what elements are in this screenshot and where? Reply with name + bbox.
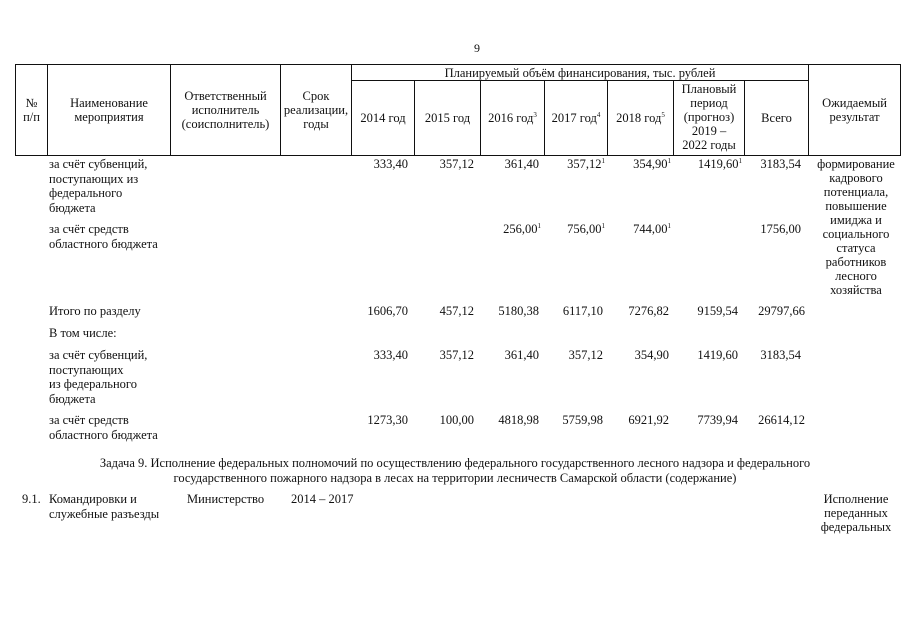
item-9-1-name: Командировки и служебные разъезды xyxy=(49,492,160,521)
row-6-2015: 100,00 xyxy=(439,413,474,427)
row-5-2015: 357,12 xyxy=(439,348,474,362)
row-6-2016: 4818,98 xyxy=(498,413,539,427)
item-9-1-responsible: Министерство xyxy=(187,492,265,506)
row-5-plan: 1419,60 xyxy=(697,348,738,362)
page-number: 9 xyxy=(474,41,480,55)
row-5-total: 3183,54 xyxy=(760,348,801,362)
header-2016: 2016 год$^3$ xyxy=(488,110,537,125)
item-9-1-term: 2014 – 2017 xyxy=(291,492,354,506)
row-3-plan: 9159,54 xyxy=(697,304,738,318)
row-1-2017: 357,12$^1$ xyxy=(567,156,605,171)
row-1-plan: 1419,60$^1$ xyxy=(697,156,742,171)
row-2-2017: 756,00$^1$ xyxy=(567,221,605,236)
header-plan-period: Плановый период (прогноз) 2019 – 2022 годы xyxy=(681,82,737,152)
row-1-total: 3183,54 xyxy=(760,157,801,171)
row-5-2017: 357,12 xyxy=(568,348,603,362)
header-2014: 2014 год xyxy=(360,111,406,125)
row-3-2015: 457,12 xyxy=(439,304,474,318)
header-term: Срок реализации, годы xyxy=(283,89,349,131)
row-4-name: В том числе: xyxy=(49,326,117,340)
header-result: Ожидаемый результат xyxy=(822,96,887,124)
row-2-2016: 256,00$^1$ xyxy=(503,221,541,236)
item-9-1-no: 9.1. xyxy=(22,492,41,506)
row-5-name: за счёт субвенций, поступающих из федерального бюджета xyxy=(49,348,148,406)
row-1-2018: 354,90$^1$ xyxy=(633,156,671,171)
row-3-total: 29797,66 xyxy=(758,304,805,318)
header-total: Всего xyxy=(761,111,792,125)
row-6-plan: 7739,94 xyxy=(697,413,738,427)
header-responsible: Ответственный исполнитель (соисполнитель) xyxy=(181,89,270,131)
task-title: Задача 9. Исполнение федеральных полномочий по осуществлению федерального государственного лесного надзора и федерального государственного пожарного надзора в лесах на территории лесничеств Самарской области (содержание) xyxy=(99,456,811,485)
header-2018: 2018 год$^5$ xyxy=(616,110,665,125)
row-3-name: Итого по разделу xyxy=(49,304,141,318)
row-6-2017: 5759,98 xyxy=(562,413,603,427)
header-2015: 2015 год xyxy=(424,111,471,125)
row-3-2014: 1606,70 xyxy=(367,304,408,318)
item-9-1-result: Исполнение переданных федеральных xyxy=(820,492,892,534)
header-name: Наименование мероприятия xyxy=(70,96,148,124)
row-2-2018: 744,00$^1$ xyxy=(633,221,671,236)
header-funding: Планируемый объём финансирования, тыс. рублей xyxy=(444,66,716,80)
row-3-2017: 6117,10 xyxy=(562,304,603,318)
row-1-2016: 361,40 xyxy=(504,157,539,171)
expected-result: формирование кадрового потенциала, повышение имиджа и социального статуса работников лесного хозяйства xyxy=(817,157,895,297)
row-5-2014: 333,40 xyxy=(373,348,408,362)
row-5-2018: 354,90 xyxy=(634,348,669,362)
row-6-2018: 6921,92 xyxy=(628,413,669,427)
row-6-name: за счёт средств областного бюджета xyxy=(49,413,158,442)
row-2-total: 1756,00 xyxy=(760,222,801,236)
row-1-2014: 333,40 xyxy=(373,157,408,171)
row-1-name: за счёт субвенций, поступающих из федерального бюджета xyxy=(49,157,148,215)
header-2017: 2017 год$^4$ xyxy=(551,110,601,125)
row-3-2016: 5180,38 xyxy=(498,304,539,318)
row-1-2015: 357,12 xyxy=(439,157,474,171)
row-5-2016: 361,40 xyxy=(504,348,539,362)
row-6-total: 26614,12 xyxy=(758,413,805,427)
header-no: № п/п xyxy=(23,96,40,124)
row-6-2014: 1273,30 xyxy=(367,413,408,427)
row-3-2018: 7276,82 xyxy=(628,304,669,318)
row-2-name: за счёт средств областного бюджета xyxy=(49,222,158,251)
